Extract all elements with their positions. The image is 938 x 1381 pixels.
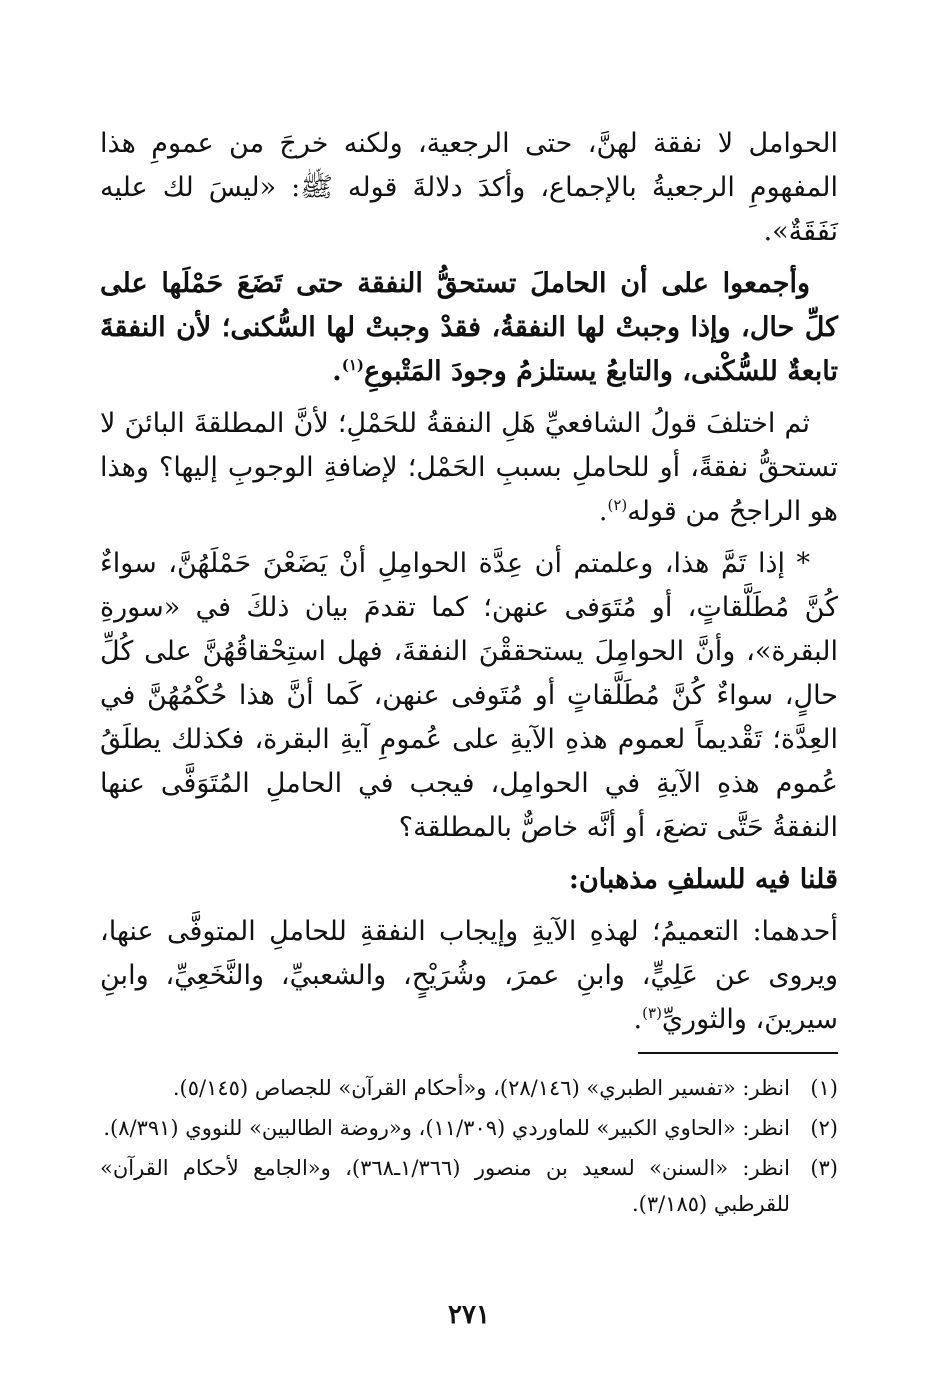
footnote-3 (100, 1150, 838, 1222)
paragraph-3 (100, 402, 838, 534)
footnote-1-number: (١) (810, 1076, 838, 1100)
main-text (100, 122, 838, 1050)
paragraph-2 (100, 262, 838, 394)
footnote-2-text: انظر: «الحاوي الكبير» للماوردي (١١/٣٠٩)، و«روضة الطالبين» للنووي (٨/٣٩١). (103, 1116, 790, 1140)
footnote-divider (638, 1052, 838, 1054)
footnotes (100, 1070, 838, 1226)
footnote-3-number: (٣) (810, 1156, 838, 1180)
paragraph-6 (100, 910, 838, 1042)
paragraph-5 (100, 858, 838, 902)
paragraph-1 (100, 122, 838, 254)
footnote-ref-2[interactable]: (٢) (607, 496, 628, 514)
footnote-2 (100, 1110, 838, 1146)
paragraph-2-end: . (332, 356, 342, 387)
footnote-3-text: انظر: «السنن» لسعيد بن منصور (١/٣٦٦ـ٣٦٨)، و«الجامع لأحكام القرآن» للقرطبي (٣/١٨٥). (100, 1156, 790, 1216)
footnote-1 (100, 1070, 838, 1106)
footnote-1-text: انظر: «تفسير الطبري» (٢٨/١٤٦)، و«أحكام القرآن» للجصاص (٥/١٤٥). (172, 1076, 790, 1100)
page-number: ٢٧١ (448, 1300, 490, 1330)
paragraph-2-text: وأجمعوا على أن الحاملَ تستحقُّ النفقة حتى تَضَعَ حَمْلَها على كلِّ حال، وإذا وجبتْ لها النفقةُ، فقدْ وجبتْ لها السُّكنى؛ لأن النفقةَ تابعةٌ للسُّكْنى، والتابعُ يستلزمُ وجودَ المَتْبوعِ (100, 268, 838, 387)
paragraph-6-end: . (633, 1004, 643, 1035)
paragraph-4-text: * إذا تَمَّ هذا، وعلمتم أن عِدَّة الحوامِلِ أنْ يَضَعْنَ حَمْلَهُنَّ، سواءٌ كُنَّ مُطَلَّقاتٍ، أو مُتَوَفى عنهن؛ كما تقدمَ بيان ذلكَ في «سورةِ البقرة»، وأنَّ الحوامِلَ يستحققْنَ النفقةَ، فهل استِحْقاقُهُنَّ على كُلِّ حالٍ، سواءٌ كُنَّ مُطَلَّقاتٍ أو مُتَوفى عنهن، كَما أنَّ هذا حُكْمُهُنَّ في العِدَّة؛ تَقْديماً لعموم هذهِ الآيةِ على عُمومِ آيةِ البقرة، فكذلك يطلَقُ عُموم هذهِ الآيةِ في الحوامِل، فيجب في الحاملِ المُتَوَفَّى عنها النفقةُ حَتَّى تضعَ، أو أنَّه خاصٌّ بالمطلقة؟ (100, 548, 838, 843)
footnote-ref-3[interactable]: (٣) (642, 1004, 662, 1022)
paragraph-6-text: أحدهما: التعميمُ؛ لهذهِ الآيةِ وإيجاب النفقةِ للحاملِ المتوفَّى عنها، ويروى عن عَلِيٍّ، وابنِ عمرَ، وشُرَيْحٍ، والشعبيِّ، والنَّخَعِيِّ، وابنِ سيرينَ، والثوريِّ (100, 916, 838, 1035)
paragraph-1-text: الحوامل لا نفقة لهنَّ، حتى الرجعية، ولكنه خرجَ من عمومِ هذا المفهومِ الرجعيةُ بالإجماع، وأكدَ دلالةَ قوله ﷺ: «ليسَ لك عليه نَفَقَةٌ». (100, 128, 838, 247)
paragraph-5-text: قلنا فيه للسلفِ مذهبان: (568, 864, 838, 895)
paragraph-3-end: . (598, 496, 608, 527)
footnote-2-number: (٢) (810, 1116, 838, 1140)
paragraph-3-text: ثم اختلفَ قولُ الشافعيِّ هَلِ النفقةُ للحَمْلِ؛ لأنَّ المطلقةَ البائنَ لا تستحقُّ نفقةً، أو للحاملِ بسببِ الحَمْل؛ لإضافةِ الوجوبِ إليها؟ وهذا هو الراجحُ من قوله (100, 408, 838, 527)
paragraph-4 (100, 542, 838, 850)
footnote-ref-1[interactable]: (١) (341, 356, 364, 374)
